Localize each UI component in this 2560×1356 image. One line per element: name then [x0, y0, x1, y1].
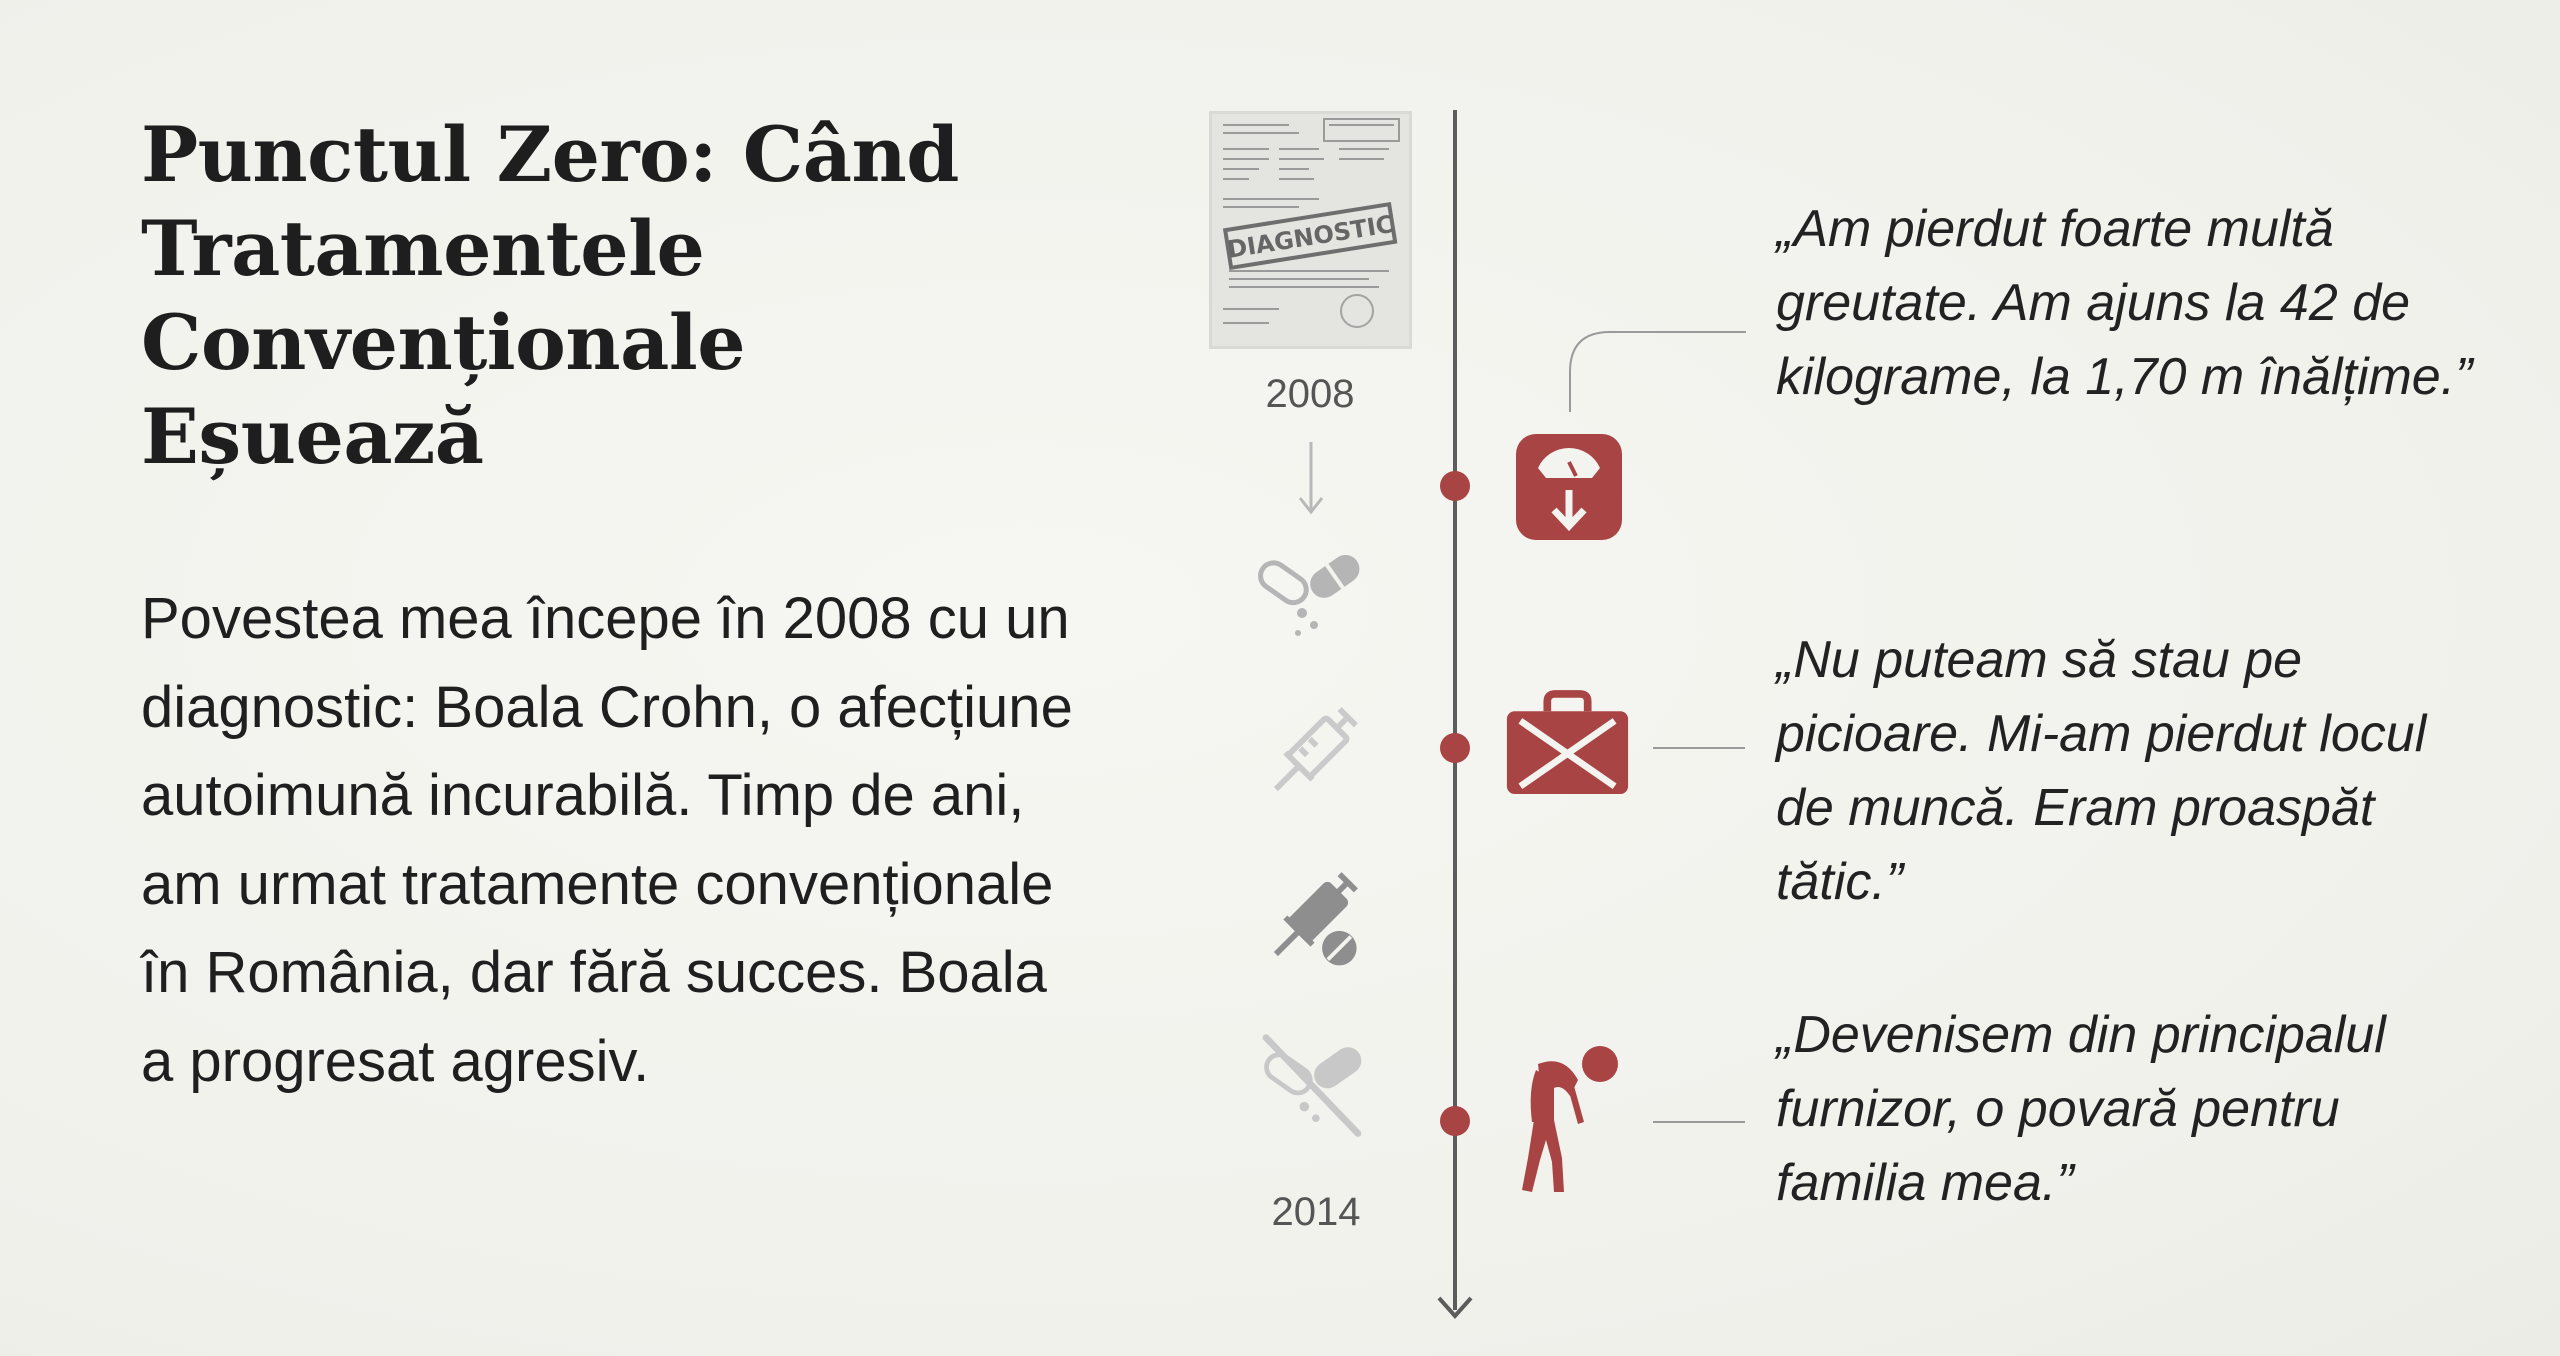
story-paragraph: Povestea mea începe în 2008 cu un diagnostic: Boala Crohn, o afecțiune autoimună incurabilă. Timp de ani, am urmat tratamente convenționale în România, dar fără succes. Boala a progresat agresiv. — [141, 586, 1073, 1094]
timeline-dot — [1440, 471, 1470, 501]
connector-line — [1653, 1120, 1745, 1124]
quote-lost-job: „Nu puteam să stau pe picioare. Mi-am pierdut locul de muncă. Eram proaspăt tătic.” — [1776, 631, 2427, 911]
connector-line — [1560, 322, 1750, 412]
arrow-down-icon — [1433, 1290, 1477, 1330]
connector-line — [1653, 746, 1745, 750]
syringe-pill-icon — [1255, 860, 1370, 975]
pills-icon — [1250, 545, 1370, 645]
quote-burden: „Devenisem din principalul furnizor, o povară pentru familia mea.” — [1776, 1006, 2386, 1212]
scale-icon — [1514, 432, 1624, 542]
crossed-briefcase-icon — [1505, 690, 1630, 796]
diagnostic-stamp: DIAGNOSTIC — [1225, 210, 1396, 264]
crossed-pills-icon — [1252, 1030, 1372, 1145]
timeline-dot — [1440, 1106, 1470, 1136]
bent-person-icon — [1508, 1040, 1618, 1200]
arrow-down-icon — [1296, 440, 1326, 520]
syringe-icon — [1255, 695, 1370, 810]
timeline-dot — [1440, 733, 1470, 763]
year-end: 2014 — [1271, 1190, 1361, 1234]
diagnostic-document-image — [1209, 111, 1412, 349]
quote-weight-loss: „Am pierdut foarte multă greutate. Am ajuns la 42 de kilograme, la 1,70 m înălțime.” — [1776, 200, 2473, 406]
year-start: 2008 — [1265, 372, 1355, 416]
slide-title: Punctul Zero: Când Tratamentele Convenționale Eșuează — [141, 110, 959, 481]
